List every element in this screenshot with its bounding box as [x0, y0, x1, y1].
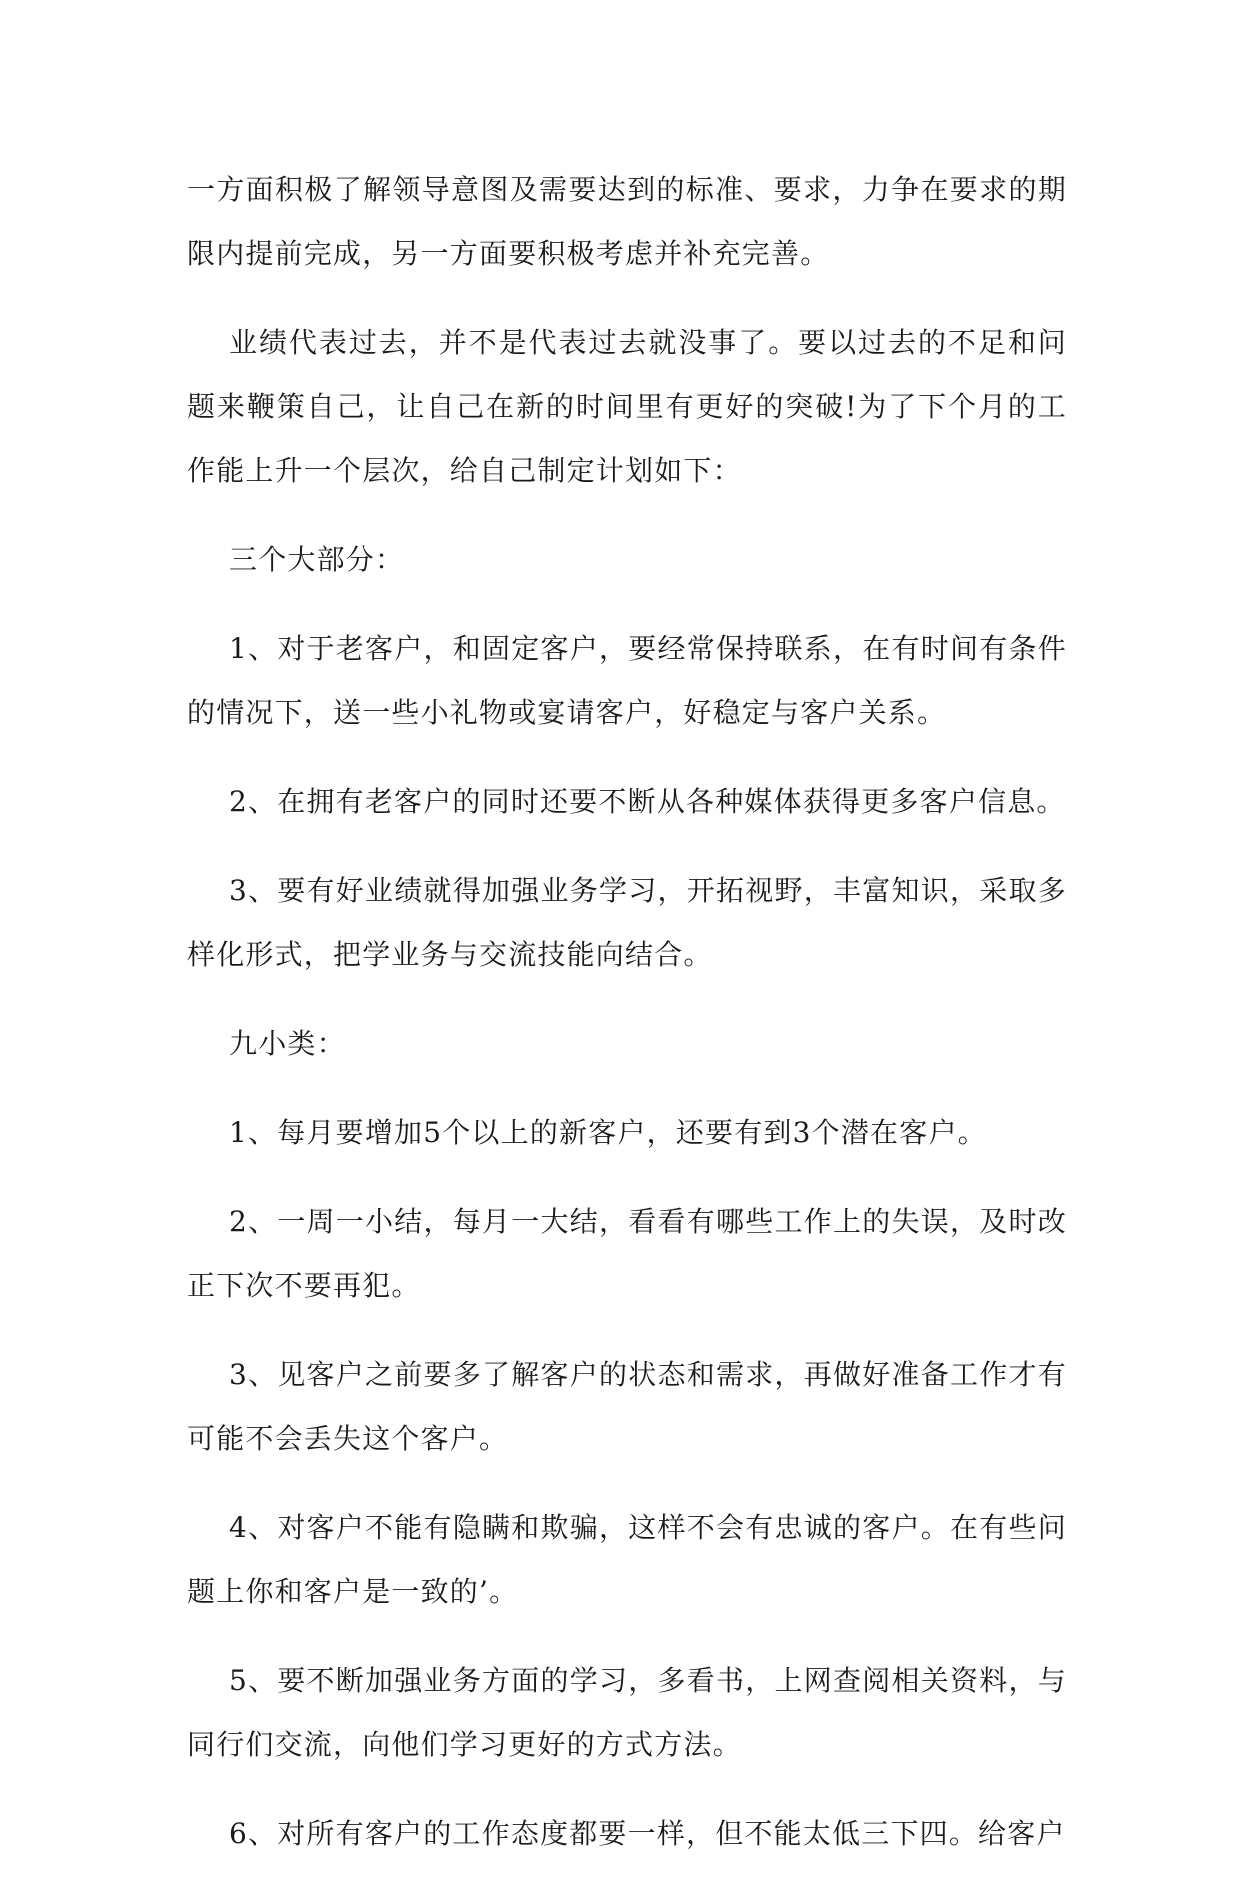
list-item-category-3: 3、见客户之前要多了解客户的状态和需求，再做好准备工作才有可能不会丢失这个客户。	[187, 1358, 1067, 1455]
section-heading-nine-categories: 九小类：	[229, 1027, 346, 1060]
paragraph-performance-intro: 业绩代表过去，并不是代表过去就没事了。要以过去的不足和问题来鞭策自己，让自己在新的时间里有更好的突破!为了下个月的工作能上升一个层次，给自己制定计划如下：	[187, 326, 1067, 487]
section-heading-three-parts: 三个大部分：	[229, 543, 405, 576]
list-item-part-1: 1、对于老客户，和固定客户，要经常保持联系，在有时间有条件的情况下，送一些小礼物或宴请客户，好稳定与客户关系。	[187, 632, 1067, 729]
list-item-part-3: 3、要有好业绩就得加强业务学习，开拓视野，丰富知识，采取多样化形式，把学业务与交流技能向结合。	[187, 874, 1067, 971]
list-item-category-2: 2、一周一小结，每月一大结，看看有哪些工作上的失误，及时改正下次不要再犯。	[187, 1205, 1067, 1302]
list-item-part-2: 2、在拥有老客户的同时还要不断从各种媒体获得更多客户信息。	[229, 785, 1066, 818]
list-item-category-5: 5、要不断加强业务方面的学习，多看书，上网查阅相关资料，与同行们交流，向他们学习更好的方式方法。	[187, 1664, 1067, 1761]
paragraph-continuation: 一方面积极了解领导意图及需要达到的标准、要求，力争在要求的期限内提前完成，另一方面要积极考虑并补充完善。	[187, 173, 1067, 270]
list-item-category-1: 1、每月要增加5个以上的新客户，还要有到3个潜在客户。	[229, 1116, 987, 1149]
list-item-category-6: 6、对所有客户的工作态度都要一样，但不能太低三下四。给客户	[229, 1817, 1066, 1850]
list-item-category-4: 4、对客户不能有隐瞒和欺骗，这样不会有忠诚的客户。在有些问题上你和客户是一致的’。	[187, 1511, 1067, 1608]
document-body	[187, 158, 1067, 1891]
